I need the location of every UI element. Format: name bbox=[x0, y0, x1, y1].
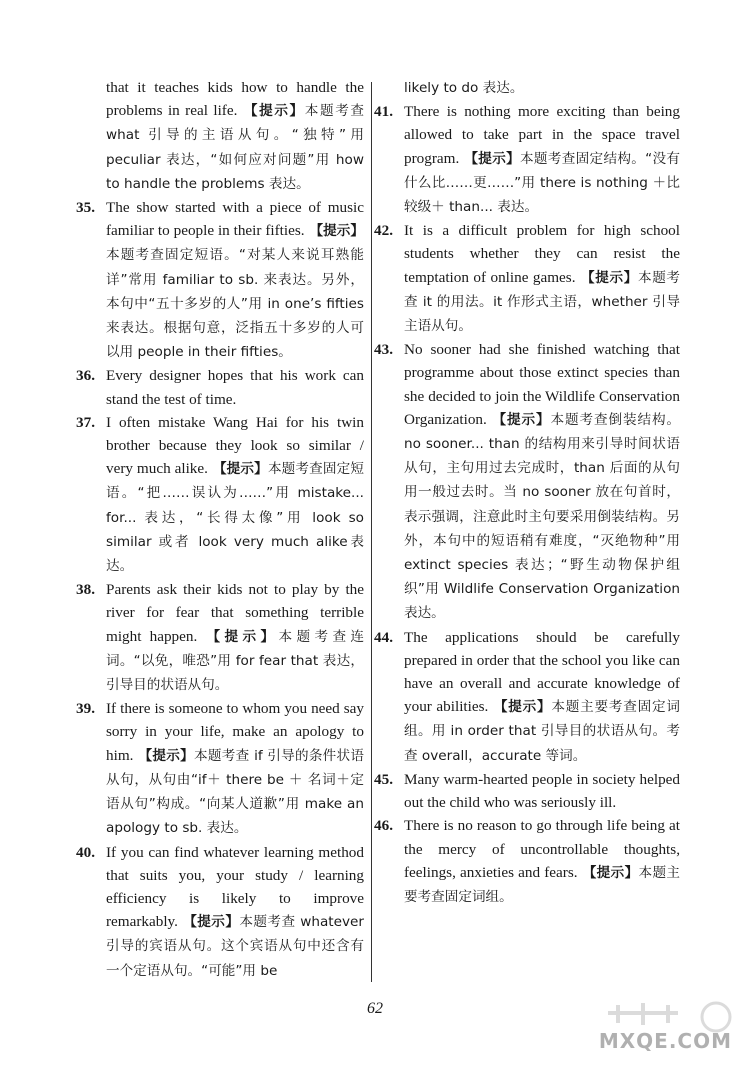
item-number: 46. bbox=[374, 817, 393, 835]
continued-answer-34 bbox=[82, 76, 364, 196]
item-number: 42. bbox=[374, 222, 393, 240]
hint-text: likely to do 表达。 bbox=[404, 80, 524, 96]
answer-text: There is nothing more exciting than being allowed to take part in the space travel program. bbox=[404, 103, 680, 167]
hint-text: 本题考查 it 的用法。it 作形式主语，whether 引导主语从句。 bbox=[404, 269, 681, 335]
item-number: 44. bbox=[374, 628, 393, 646]
hint-text: 本题考查连词。“以免，唯恐”用 for fear that 表达，引导目的状语从句。 bbox=[106, 628, 365, 694]
item-number: 41. bbox=[374, 103, 393, 121]
column-divider bbox=[371, 82, 372, 982]
answer-item-41 bbox=[374, 100, 681, 219]
hint-text: 本题考查what 引导的主语从句。“独特”用 peculiar 表达，“如何应对问题”用 how to handle the problems 表达。 bbox=[106, 103, 365, 192]
item-number: 40. bbox=[76, 843, 95, 861]
item-number: 45. bbox=[374, 770, 393, 788]
hint-label: 【提示】 bbox=[580, 269, 638, 286]
answer-item-38 bbox=[76, 578, 365, 697]
answer-item-44 bbox=[374, 626, 680, 768]
hint-label: 【提示】 bbox=[243, 103, 305, 120]
item-number: 36. bbox=[76, 367, 95, 385]
item-number: 35. bbox=[76, 199, 95, 217]
hint-label: 【提示】 bbox=[582, 864, 639, 881]
hint-text: 本题考查固定短语。“把……误认为……”用 mistake... for... 表达，“长得太像”用 look so similar 或者 look very much alike表达。 bbox=[106, 461, 365, 575]
answer-item-45 bbox=[374, 768, 680, 814]
answer-text: Every designer hopes that his work can stand the test of time. bbox=[106, 367, 364, 408]
hint-label: 【提示】 bbox=[493, 699, 552, 716]
hint-text: 本题主要考查固定词组。用 in order that 引导目的状语从句。考查 overall，accurate 等词。 bbox=[404, 699, 680, 764]
item-number: 38. bbox=[76, 581, 95, 599]
answer-text: If there is someone to whom you need say sorry in your life, make an apology to him. bbox=[106, 700, 364, 764]
watermark-text: MXQE.COM bbox=[598, 1029, 732, 1053]
item-number: 39. bbox=[76, 700, 95, 718]
answer-item-40 bbox=[76, 841, 364, 983]
hint-label: 【提示】 bbox=[183, 914, 240, 931]
answer-text: The applications should be carefully prepared in order that the school you like can have an overall and accurate knowledge of your abilities. bbox=[404, 628, 680, 716]
answer-item-35 bbox=[76, 196, 365, 364]
answer-item-46 bbox=[374, 814, 681, 909]
hint-label: 【提示】 bbox=[206, 628, 279, 645]
answer-text: If you can find whatever learning method that suits you, your study / learning efficiency is likely to improve remarkably. bbox=[106, 843, 364, 931]
continued-answer-40 bbox=[380, 76, 680, 100]
page-number: 62 bbox=[367, 1000, 383, 1017]
answer-text: The show started with a piece of music familiar to people in their fifties. bbox=[106, 199, 364, 240]
answer-text: No sooner had she finished watching that programme about those extinct species than she decided to join the Wildlife Conservation Organization. bbox=[404, 341, 680, 428]
hint-label: 【提示】 bbox=[138, 747, 195, 764]
answer-item-36 bbox=[76, 364, 364, 410]
item-number: 37. bbox=[76, 413, 95, 431]
hint-text: 本题考查 whatever 引导的宾语从句。这个宾语从句中还含有一个定语从句。“可能”用 be bbox=[106, 914, 364, 979]
hint-text: 本题考查倒装结构。no sooner... than 的结构用来引导时间状语从句，主句用过去完成时，than 后面的从句用一般过去时。当 no sooner 放在句首时，表示强调，注意此时主句要采用倒装结构。另外，本句中的短语稍有难度，“灭绝物种”用 extinct species 表达；“野生动物保护组织”用 Wildlife Conservation Organization 表达。 bbox=[404, 411, 681, 622]
right-column bbox=[374, 76, 681, 909]
hint-label: 【提示】 bbox=[212, 461, 268, 478]
hint-text: 本题考查 if 引导的条件状语从句，从句由“if＋ there be ＋ 名词＋定语从句”构成。“向某人道歉”用 make an apology to sb. 表达。 bbox=[106, 747, 365, 837]
answer-text: Parents ask their kids not to play by the river for fear that something terrible might happen. bbox=[106, 581, 364, 645]
answer-text: Many warm-hearted people in society helped out the child who was seriously ill. bbox=[404, 770, 680, 812]
answer-item-43 bbox=[374, 338, 681, 625]
item-number: 43. bbox=[374, 341, 393, 359]
left-column bbox=[76, 76, 365, 983]
hint-label: 【提示】 bbox=[492, 411, 551, 428]
answer-text: It is a difficult problem for high school students whether they can resist the temptation of online games. bbox=[404, 222, 680, 286]
answer-item-39 bbox=[76, 697, 365, 840]
answer-item-37 bbox=[76, 411, 365, 578]
hint-text: 本题考查固定短语。“对某人来说耳熟能详”常用 familiar to sb. 来表达。另外，本句中“五十多岁的人”用 in one’s fifties 来表达。根据句意，泛指五十多岁的人可以用 people in their fifties。 bbox=[106, 247, 364, 361]
hint-text: 本题考查固定结构。“没有什么比……更……”用 there is nothing ＋比较级＋ than... 表达。 bbox=[404, 150, 681, 216]
hint-label: 【提示】 bbox=[309, 223, 365, 240]
answer-item-42 bbox=[374, 219, 681, 338]
answer-text: that it teaches kids how to handle the problems in real life. bbox=[106, 79, 364, 120]
answer-text: I often mistake Wang Hai for his twin brother because they look so similar / very much alike. bbox=[106, 413, 364, 478]
hint-label: 【提示】 bbox=[464, 150, 521, 167]
hint-text: 本题主要考查固定词组。 bbox=[404, 864, 681, 905]
answer-text: There is no reason to go through life being at the mercy of uncontrollable thoughts, feelings, anxieties and fears. bbox=[404, 817, 680, 881]
